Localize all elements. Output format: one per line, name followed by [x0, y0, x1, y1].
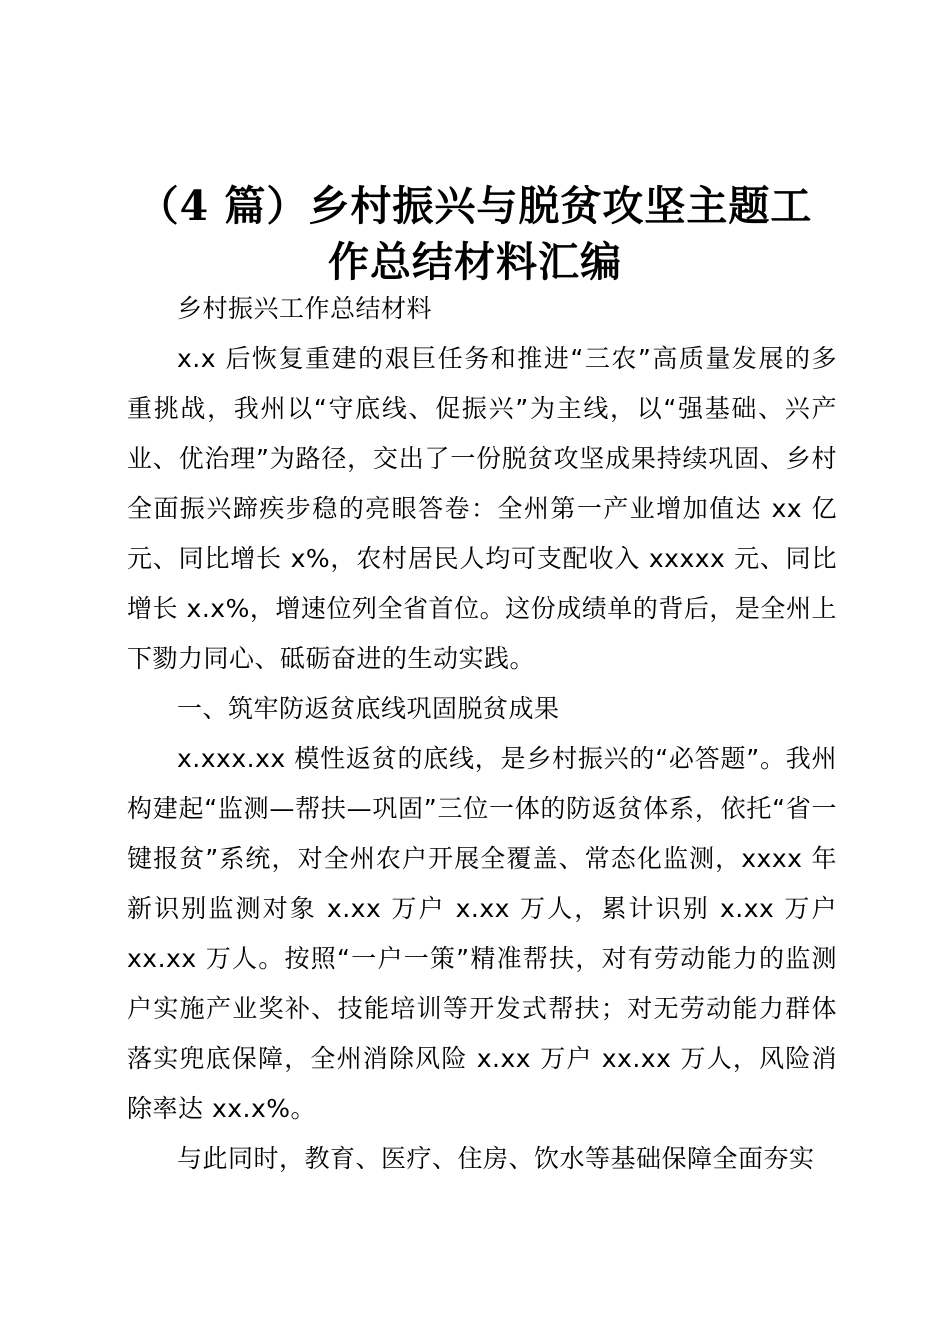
- body-paragraph: 与此同时，教育、医疗、住房、饮水等基础保障全面夯实: [177, 1144, 815, 1173]
- section-heading-1: 一、筑牢防返贫底线巩固脱贫成果: [177, 694, 560, 723]
- section-subtitle: 乡村振兴工作总结材料: [177, 294, 433, 323]
- intro-paragraph: x.x 后恢复重建的艰巨任务和推进“三农”高质量发展的多重挑战，我州以“守底线、促振兴”为主线，以“强基础、兴产业、优治理”为路径，交出了一份脱贫攻坚成果持续巩固、乡村全面振兴蹄疾步稳的亮眼答卷：全州第一产业增加值达 xx 亿元、同比增长 x%，农村居民人均可支配收入 xxxxx 元、同比增长 x.x%，增速位列全省首位。这份成绩单的背后，是全州上下勠力同心、砥砺奋进的生动实践。: [127, 344, 837, 673]
- body-paragraph: x.xxx.xx 模性返贫的底线，是乡村振兴的“必答题”。我州构建起“监测—帮扶—巩固”三位一体的防返贫体系，依托“省一键报贫”系统，对全州农户开展全覆盖、常态化监测，xxxx 年新识别监测对象 x.xx 万户 x.xx 万人，累计识别 x.xx 万户 xx.xx 万人。按照“一户一策”精准帮扶，对有劳动能力的监测户实施产业奖补、技能培训等开发式帮扶；对无劳动能力群体落实兜底保障，全州消除风险 x.xx 万户 xx.xx 万人，风险消除率达 xx.x%。: [127, 744, 837, 1123]
- document-title: （4 篇）乡村振兴与脱贫攻坚主题工作总结材料汇编: [137, 182, 813, 286]
- document-body: [127, 284, 837, 1184]
